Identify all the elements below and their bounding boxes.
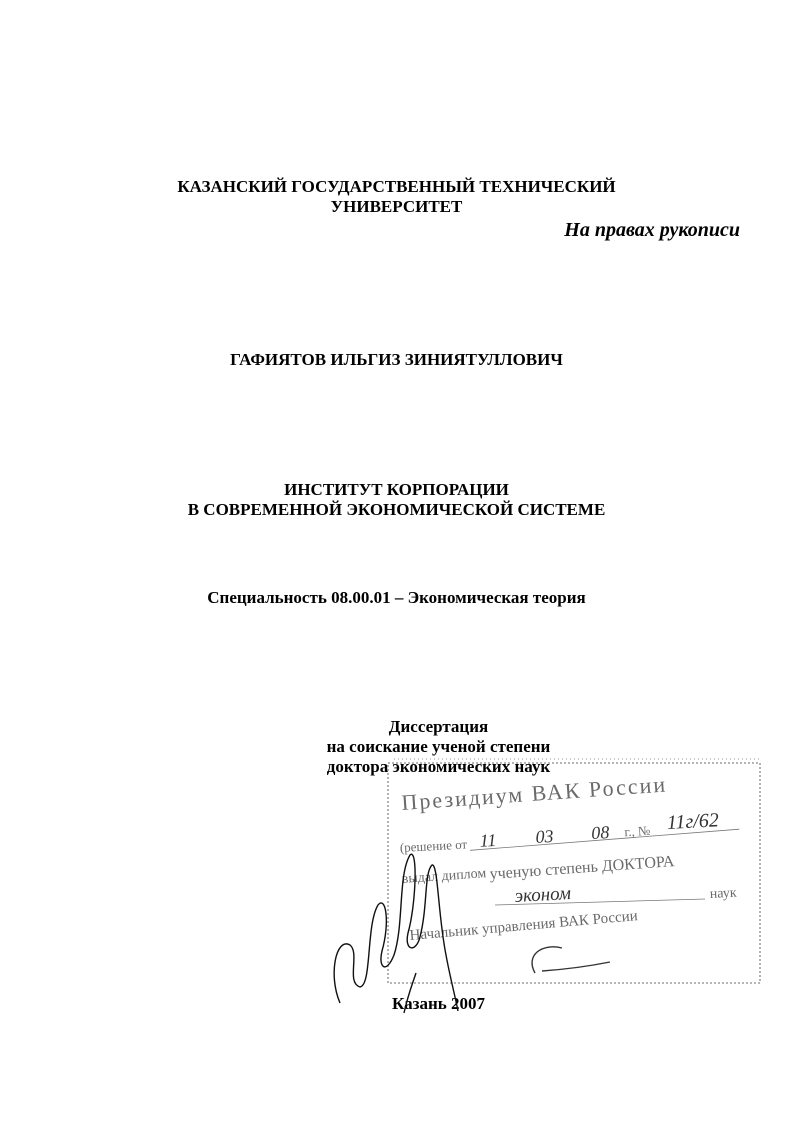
stamp-line-3b: ученую степень ДОКТОРА [489, 853, 675, 883]
stamp-line-1: Президиум ВАК России [400, 771, 668, 815]
stamp-number-label: г., № [623, 822, 651, 840]
vak-approval-stamp [320, 755, 770, 1015]
author-name: ГАФИЯТОВ ИЛЬГИЗ ЗИНИЯТУЛЛОВИЧ [230, 350, 563, 369]
stamp-line-5: Начальник управления ВАК России [408, 908, 639, 944]
degree-line-2: на соискание ученой степени [326, 737, 551, 756]
city-year: Казань 2007 [392, 994, 485, 1013]
institution-line-1: КАЗАНСКИЙ ГОСУДАРСТВЕННЫЙ ТЕХНИЧЕСКИЙ [177, 177, 616, 196]
specialty: Специальность 08.00.01 – Экономическая теория [207, 588, 586, 607]
stamp-number: 11г/62 [666, 809, 720, 834]
stamp-date-month: 03 [534, 825, 554, 847]
stamp-initials [532, 947, 610, 973]
institution-line-2: УНИВЕРСИТЕТ [330, 197, 463, 216]
degree-line-1: Диссертация [388, 717, 489, 736]
stamp-date-day: 11 [479, 829, 497, 851]
title-line-2: В СОВРЕМЕННОЙ ЭКОНОМИЧЕСКОЙ СИСТЕМЕ [187, 500, 606, 519]
stamp-decision-label: (решение от [399, 836, 468, 855]
rights-note: На правах рукописи [564, 219, 740, 241]
stamp-date-year: 08 [590, 822, 610, 843]
degree-line-3: доктора экономических наук [326, 757, 551, 776]
stamp-degree-suffix: наук [709, 885, 737, 902]
title-line-1: ИНСТИТУТ КОРПОРАЦИИ [284, 480, 509, 499]
stamp-field: эконом [514, 883, 572, 907]
stamp-line-3: выдал диплом [401, 866, 487, 887]
stamp-line-2 [399, 808, 740, 855]
